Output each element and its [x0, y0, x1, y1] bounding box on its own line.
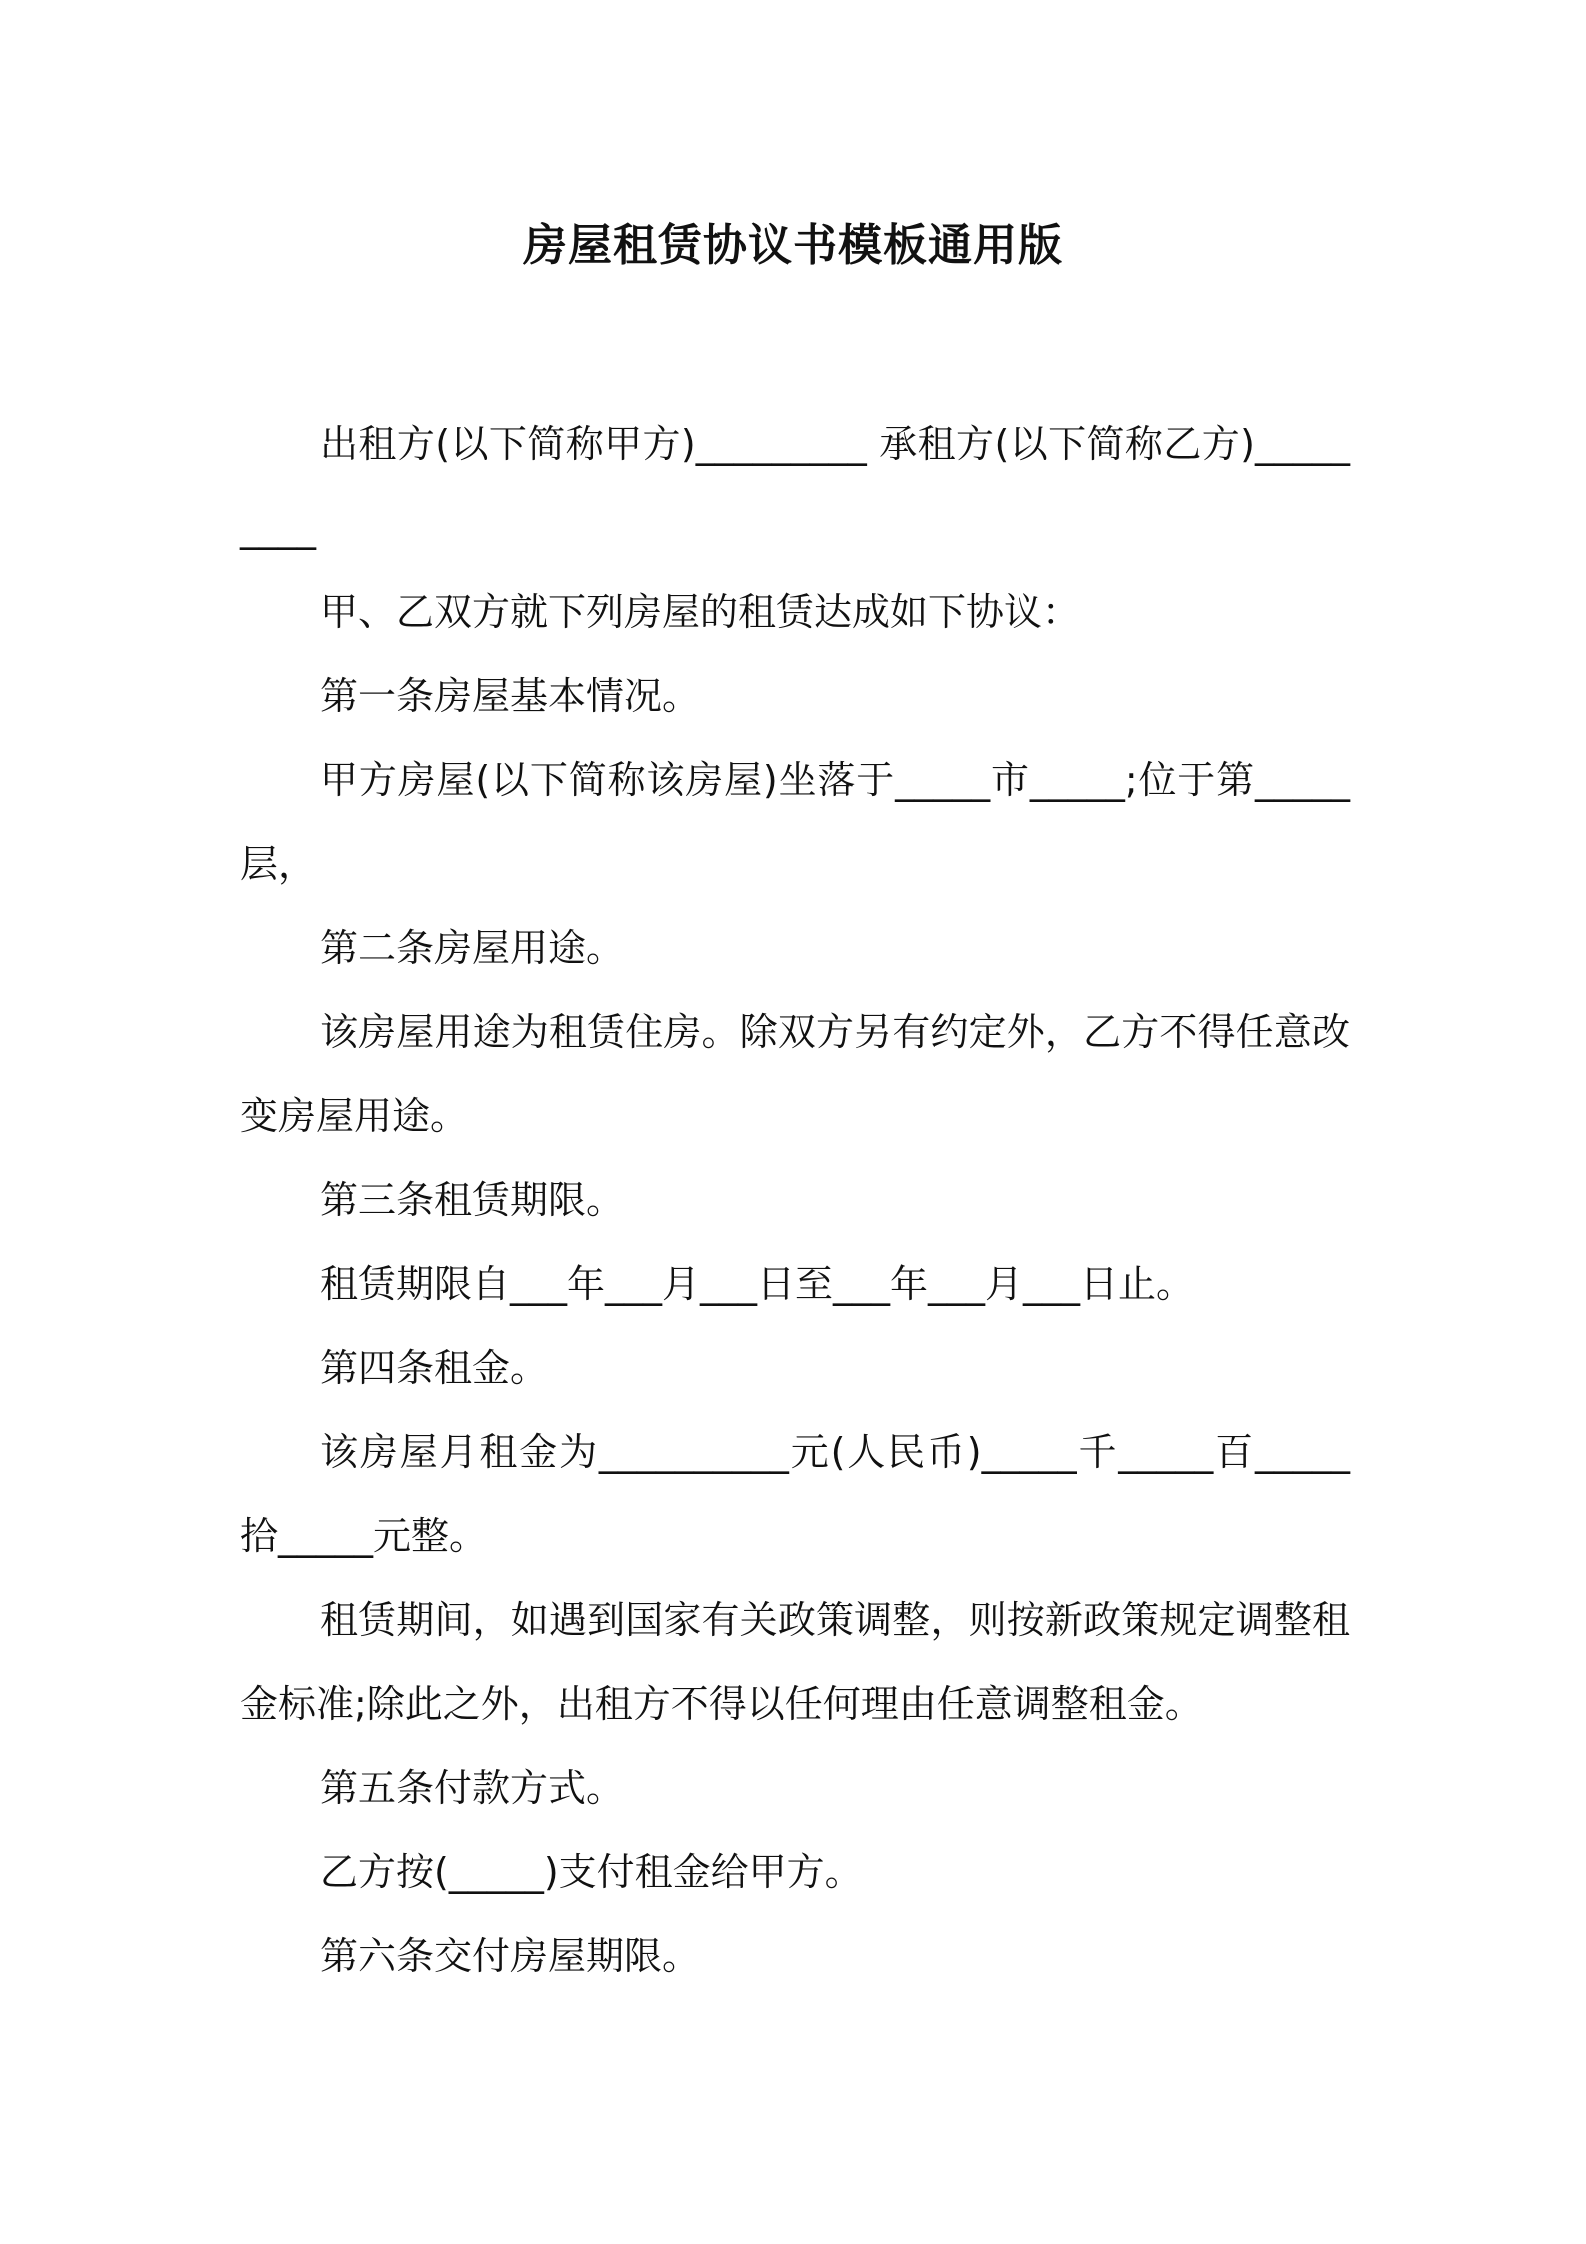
article-4-heading: 第四条租金。 [320, 1346, 549, 1390]
document-body [240, 402, 1350, 1998]
article-3-heading: 第三条租赁期限。 [320, 1178, 625, 1222]
article-1-heading: 第一条房屋基本情况。 [320, 674, 701, 718]
article-4-content: 该房屋月租金为__________元(人民币)_____千_____百_____拾_____元整。 [240, 1430, 1350, 1558]
article-1-content: 甲方房屋(以下简称该房屋)坐落于_____市_____;位于第_____层， [240, 758, 1350, 886]
agreement-intro: 甲、乙双方就下列房屋的租赁达成如下协议： [320, 590, 1081, 634]
article-6-heading: 第六条交付房屋期限。 [320, 1934, 701, 1978]
article-5-heading: 第五条付款方式。 [320, 1766, 625, 1810]
article-2-heading: 第二条房屋用途。 [320, 926, 625, 970]
parties-paragraph: 出租方(以下简称甲方)_________ 承租方(以下简称乙方)_________ [240, 422, 1350, 550]
article-5-content: 乙方按(_____)支付租金给甲方。 [320, 1850, 863, 1894]
article-2-content: 该房屋用途为租赁住房。除双方另有约定外，乙方不得任意改变房屋用途。 [240, 1010, 1350, 1138]
article-4-adjustment: 租赁期间，如遇到国家有关政策调整，则按新政策规定调整租金标准;除此之外，出租方不得以任何理由任意调整租金。 [240, 1598, 1350, 1726]
article-3-content: 租赁期限自___年___月___日至___年___月___日止。 [320, 1262, 1195, 1306]
document-title: 房屋租赁协议书模板通用版 [523, 220, 1063, 271]
